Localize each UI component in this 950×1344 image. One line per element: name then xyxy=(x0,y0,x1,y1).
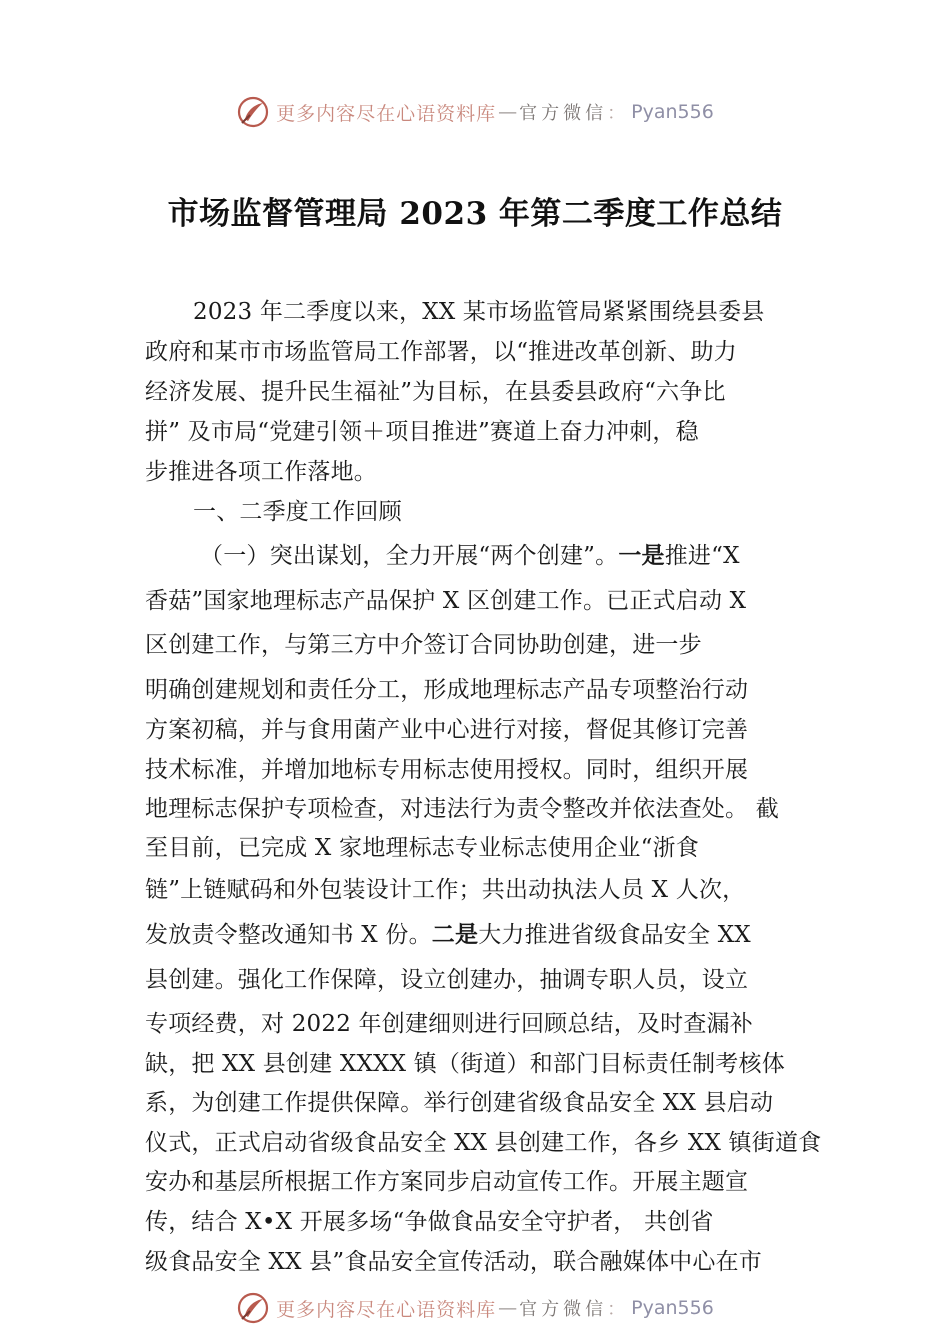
body-line: 区创建工作，与第三方中介签订合同协助创建，进一步 xyxy=(145,632,702,658)
body-line: 2023 年二季度以来，XX 某市场监管局紧紧围绕县委县 xyxy=(193,299,765,325)
line-text: 发放责令整改通知书 X 份。 xyxy=(145,922,432,948)
body-line: 仪式，正式启动省级食品安全 XX 县创建工作，各乡 XX 镇街道食 xyxy=(145,1130,822,1156)
banner-wechat-id: Pyan556 xyxy=(631,1297,714,1319)
bold-marker: 二是 xyxy=(431,922,479,948)
bold-marker: 一是 xyxy=(618,543,665,569)
banner-colon: ： xyxy=(607,103,626,124)
body-line: 经济发展、提升民生福祉”为目标，在县委县政府“六争比 xyxy=(145,379,726,405)
body-line: 级食品安全 XX 县”食品安全宣传活动，联合融媒体中心在市 xyxy=(145,1249,762,1275)
line-text: （一）突出谋划，全力开展“两个创建”。 xyxy=(200,543,619,569)
body-line xyxy=(200,537,740,570)
body-line: 系，为创建工作提供保障。举行创建省级食品安全 XX 县启动 xyxy=(145,1090,774,1116)
banner-dash: — xyxy=(498,101,518,123)
logo-icon xyxy=(236,95,270,129)
body-line: 技术标准，并增加地标专用标志使用授权。同时，组织开展 xyxy=(145,757,749,783)
body-line: 地理标志保护专项检查，对违法行为责令整改并依法查处。 截 xyxy=(145,796,779,822)
banner-wechat-label: 官方微信 xyxy=(519,103,608,124)
banner-colon: ： xyxy=(607,1299,626,1320)
body-line: 安办和基层所根据工作方案同步启动宣传工作。开展主题宣 xyxy=(145,1169,749,1195)
body-line: 专项经费，对 2022 年创建细则进行回顾总结，及时查漏补 xyxy=(145,1011,753,1037)
body-line: 步推进各项工作落地。 xyxy=(145,459,377,485)
document-title: 市场监督管理局 2023 年第二季度工作总结 xyxy=(167,196,783,232)
footer-banner xyxy=(0,1288,950,1328)
body-line: 拼” 及市局“党建引领＋项目推进”赛道上奋力冲刺，稳 xyxy=(145,419,699,445)
body-line: 链”上链赋码和外包装设计工作；共出动执法人员 X 人次， xyxy=(145,877,746,903)
body-line: 政府和某市市场监管局工作部署，以“推进改革创新、助力 xyxy=(145,339,737,365)
banner-text: 更多内容尽在心语资料库 xyxy=(276,1298,497,1321)
body-line: 方案初稿，并与食用菌产业中心进行对接，督促其修订完善 xyxy=(145,717,749,743)
banner-wechat-id: Pyan556 xyxy=(631,101,714,123)
banner-text: 更多内容尽在心语资料库 xyxy=(276,102,497,125)
body-line: 县创建。强化工作保障，设立创建办，抽调专职人员，设立 xyxy=(145,967,749,993)
banner-dash: — xyxy=(498,1297,518,1319)
body-line: 缺，把 XX 县创建 XXXX 镇（街道）和部门目标责任制考核体 xyxy=(145,1051,785,1077)
logo-icon xyxy=(236,1291,270,1325)
body-line: 传，结合 X•X 开展多场“争做食品安全守护者， 共创省 xyxy=(145,1209,714,1235)
line-text: 推进“X xyxy=(664,543,740,569)
body-line xyxy=(145,916,751,949)
body-line: 至目前，已完成 X 家地理标志专业标志使用企业“浙食 xyxy=(145,835,699,861)
section-heading: 一、二季度工作回顾 xyxy=(193,499,402,525)
header-banner xyxy=(0,92,950,132)
banner-wechat-label: 官方微信 xyxy=(519,1299,608,1320)
body-line: 明确创建规划和责任分工，形成地理标志产品专项整治行动 xyxy=(145,677,749,703)
line-text: 大力推进省级食品安全 XX xyxy=(478,922,751,948)
body-line: 香菇”国家地理标志产品保护 X 区创建工作。已正式启动 X xyxy=(145,588,747,614)
